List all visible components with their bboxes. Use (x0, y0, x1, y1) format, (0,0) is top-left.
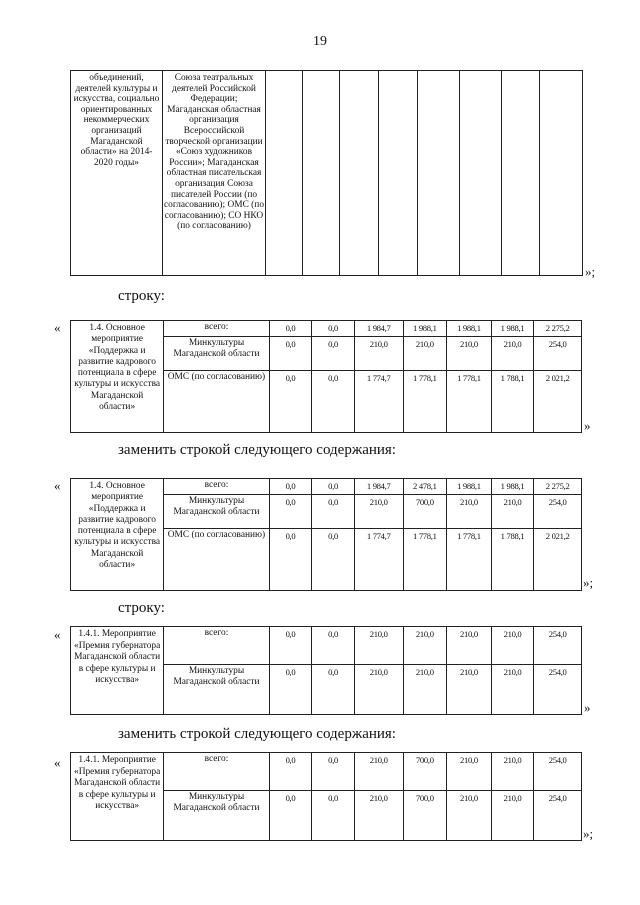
value-cell: 1 984,7 (354, 321, 403, 337)
value-cell: 0,0 (269, 479, 312, 495)
value-cell: 700,0 (403, 753, 447, 791)
row-label: Минкультуры Магаданской области (164, 337, 269, 371)
value-cell: 210,0 (447, 791, 492, 841)
value-cell: 0,0 (269, 321, 312, 337)
close-quote-semicolon: »; (583, 575, 594, 590)
value-cell: 2 021,2 (534, 371, 582, 433)
value-cell: 210,0 (354, 753, 403, 791)
value-cell: 1 988,1 (447, 479, 492, 495)
value-cell: 210,0 (447, 337, 492, 371)
value-cell: 0,0 (312, 321, 355, 337)
table-1-4-1-old (70, 626, 582, 715)
value-cell: 210,0 (354, 337, 403, 371)
value-cell: 0,0 (269, 627, 312, 665)
value-cell: 0,0 (312, 791, 355, 841)
value-cell: 0,0 (312, 479, 355, 495)
value-cell: 0,0 (312, 337, 355, 371)
value-cell: 0,0 (269, 665, 312, 715)
empty-cell (502, 71, 540, 276)
open-quote: « (54, 478, 61, 493)
close-quote-semicolon: »; (583, 826, 594, 841)
empty-cell (540, 71, 583, 276)
value-cell: 1 788,1 (491, 529, 534, 591)
table-1-4-old (70, 320, 582, 433)
row-label: Минкультуры Магаданской области (164, 665, 269, 715)
measure-name-cell: 1.4. Основное мероприятие «Поддержка и развитие кадрового потенциала в сфере культуры и искусства Магаданской области» (71, 321, 164, 433)
empty-cell (340, 71, 379, 276)
value-cell: 2 275,2 (534, 321, 582, 337)
empty-cell (460, 71, 502, 276)
table-section-top (70, 70, 583, 276)
value-cell: 0,0 (312, 665, 355, 715)
value-cell: 210,0 (447, 665, 492, 715)
value-cell: 254,0 (534, 495, 582, 529)
open-quote: « (54, 320, 61, 335)
value-cell: 210,0 (491, 753, 534, 791)
value-cell: 1 778,1 (447, 371, 492, 433)
closing-quote: »; (585, 264, 596, 279)
value-cell: 210,0 (354, 665, 403, 715)
value-cell: 254,0 (534, 337, 582, 371)
value-cell: 0,0 (312, 371, 355, 433)
value-cell: 210,0 (403, 665, 447, 715)
value-cell: 0,0 (312, 529, 355, 591)
empty-cell (379, 71, 418, 276)
heading-stroku: строку: (118, 288, 165, 304)
value-cell: 0,0 (269, 337, 312, 371)
value-cell: 0,0 (312, 627, 355, 665)
value-cell: 254,0 (534, 627, 582, 665)
close-quote: » (584, 418, 591, 433)
value-cell: 2 275,2 (534, 479, 582, 495)
value-cell: 210,0 (491, 337, 534, 371)
value-cell: 0,0 (269, 371, 312, 433)
row-label: всего: (164, 753, 269, 791)
row-label: ОМС (по согласованию) (164, 529, 269, 591)
value-cell: 1 778,1 (403, 529, 447, 591)
empty-cell (418, 71, 460, 276)
value-cell: 254,0 (534, 791, 582, 841)
value-cell: 1 988,1 (403, 321, 447, 337)
row-label: Минкультуры Магаданской области (164, 495, 269, 529)
open-quote: « (54, 755, 61, 770)
empty-cell (303, 71, 340, 276)
page-number: 19 (313, 34, 327, 49)
value-cell: 210,0 (491, 791, 534, 841)
value-cell: 254,0 (534, 753, 582, 791)
value-cell: 210,0 (354, 627, 403, 665)
heading-replace: заменить строкой следующего содержания: (118, 726, 396, 742)
measure-name-cell: 1.4. Основное мероприятие «Поддержка и развитие кадрового потенциала в сфере культуры и искусства Магаданской области» (71, 479, 164, 591)
close-quote: » (584, 700, 591, 715)
value-cell: 210,0 (491, 495, 534, 529)
value-cell: 0,0 (269, 495, 312, 529)
value-cell: 210,0 (403, 337, 447, 371)
value-cell: 0,0 (312, 753, 355, 791)
row-label: Минкультуры Магаданской области (164, 791, 269, 841)
value-cell: 0,0 (269, 529, 312, 591)
executor-cell: Союза театральных деятелей Российской Федерации; Магаданская областная организация Всероссийской творческой организации «Союз художников России»; Магаданская областная писательская организация Союза писателей России (по согласованию); ОМС (по согласованию); СО НКО (по согласованию) (163, 71, 266, 276)
empty-cell (266, 71, 303, 276)
value-cell: 210,0 (491, 627, 534, 665)
value-cell: 210,0 (447, 627, 492, 665)
value-cell: 210,0 (354, 495, 403, 529)
value-cell: 0,0 (312, 495, 355, 529)
table-1-4-1-new (70, 752, 582, 841)
value-cell: 1 988,1 (447, 321, 492, 337)
value-cell: 210,0 (354, 791, 403, 841)
row-label: ОМС (по согласованию) (164, 371, 269, 433)
row-label: всего: (164, 321, 269, 337)
heading-replace: заменить строкой следующего содержания: (118, 442, 396, 458)
value-cell: 700,0 (403, 791, 447, 841)
value-cell: 210,0 (447, 495, 492, 529)
value-cell: 210,0 (491, 665, 534, 715)
value-cell: 0,0 (269, 791, 312, 841)
value-cell: 1 788,1 (491, 371, 534, 433)
value-cell: 1 988,1 (491, 321, 534, 337)
value-cell: 0,0 (269, 753, 312, 791)
value-cell: 2 478,1 (403, 479, 447, 495)
value-cell: 1 984,7 (354, 479, 403, 495)
value-cell: 2 021,2 (534, 529, 582, 591)
value-cell: 700,0 (403, 495, 447, 529)
measure-name-cell: 1.4.1. Мероприятие «Премия губернатора Магаданской области в сфере культуры и искусства» (71, 753, 164, 841)
table-1-4-new (70, 478, 582, 591)
row-label: всего: (164, 479, 269, 495)
value-cell: 1 988,1 (491, 479, 534, 495)
value-cell: 210,0 (447, 753, 492, 791)
value-cell: 254,0 (534, 665, 582, 715)
value-cell: 210,0 (403, 627, 447, 665)
program-name-cell: объединений, деятелей культуры и искусства, социально ориентированных некоммерческих организаций Магаданской области» на 2014-2020 годы» (71, 71, 163, 276)
value-cell: 1 778,1 (403, 371, 447, 433)
value-cell: 1 774,7 (354, 529, 403, 591)
value-cell: 1 774,7 (354, 371, 403, 433)
value-cell: 1 778,1 (447, 529, 492, 591)
row-label: всего: (164, 627, 269, 665)
open-quote: « (54, 627, 61, 642)
heading-stroku: строку: (118, 600, 165, 616)
measure-name-cell: 1.4.1. Мероприятие «Премия губернатора Магаданской области в сфере культуры и искусства» (71, 627, 164, 715)
